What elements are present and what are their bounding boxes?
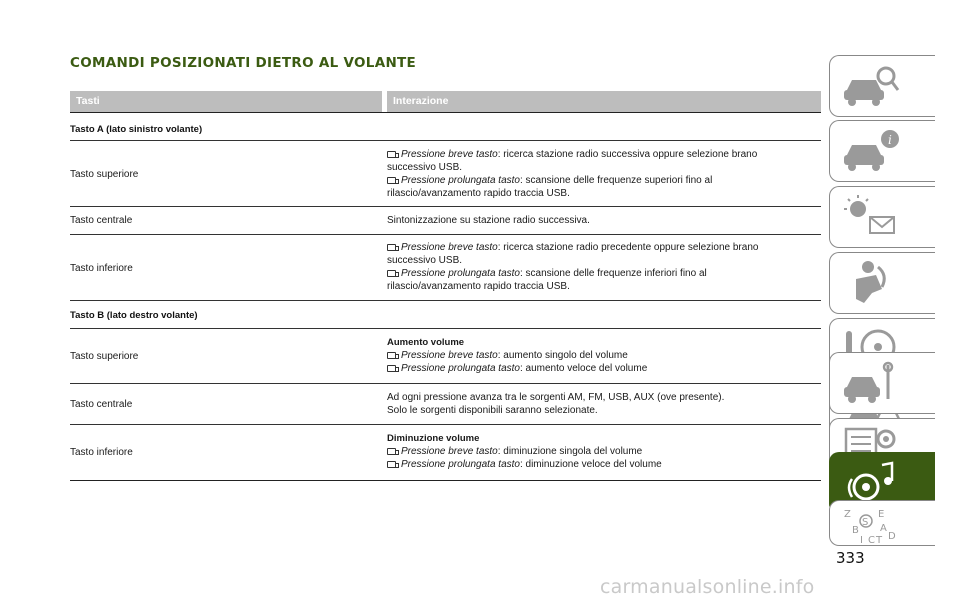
header-interaction: Interazione — [387, 91, 821, 112]
button-press-icon — [387, 365, 396, 372]
b-center-interaction: Ad ogni pressione avanza tra le sorgenti AM, FM, USB, AUX (ove presente). Solo le sorgenti disponibili saranno selezionate. — [387, 392, 725, 416]
svg-text:E: E — [878, 509, 885, 520]
a-upper-label: Tasto superiore — [70, 169, 139, 180]
seat-safety-icon — [842, 259, 902, 307]
divider — [70, 234, 821, 235]
b-upper-interaction: Aumento volume Pressione breve tasto: aumento singolo del volume Pressione prolungata tasto: aumento veloce del volume — [387, 337, 648, 374]
tab-car-info[interactable] — [829, 120, 935, 182]
svg-text:C: C — [868, 535, 875, 546]
a-center-label: Tasto centrale — [70, 215, 133, 226]
svg-text:Z: Z — [844, 509, 851, 520]
button-press-icon — [387, 244, 396, 251]
tab-seat-safety[interactable] — [829, 252, 935, 314]
group-a-heading: Tasto A (lato sinistro volante) — [70, 124, 203, 135]
page-number: 333 — [836, 549, 865, 567]
header-keys: Tasti — [70, 91, 382, 112]
b-lower-label: Tasto inferiore — [70, 447, 133, 458]
b-upper-label: Tasto superiore — [70, 351, 139, 362]
b-center-label: Tasto centrale — [70, 399, 133, 410]
button-press-icon — [387, 270, 396, 277]
svg-text:B: B — [852, 525, 859, 536]
divider — [70, 383, 821, 384]
tab-index[interactable] — [829, 500, 935, 546]
watermark: carmanualsonline.info — [600, 576, 815, 598]
svg-text:D: D — [888, 531, 896, 542]
svg-text:A: A — [880, 523, 887, 534]
divider — [70, 328, 821, 329]
button-press-icon — [387, 352, 396, 359]
divider — [70, 424, 821, 425]
tab-service-visible[interactable] — [829, 352, 935, 414]
button-press-icon — [387, 151, 396, 158]
tab-car-search[interactable] — [829, 55, 935, 117]
section-title: COMANDI POSIZIONATI DIETRO AL VOLANTE — [70, 55, 417, 71]
svg-text:T: T — [876, 535, 883, 546]
divider — [70, 112, 821, 113]
divider — [70, 480, 821, 481]
svg-text:I: I — [860, 535, 863, 546]
warning-lights-icon — [842, 193, 902, 241]
table-header — [70, 91, 821, 112]
car-search-icon — [842, 62, 902, 110]
b-lower-interaction: Diminuzione volume Pressione breve tasto: diminuzione singola del volume Pressione prolungata tasto: diminuzione veloce del volume — [387, 433, 662, 470]
svg-text:S: S — [862, 517, 869, 528]
divider — [70, 300, 821, 301]
a-center-interaction: Sintonizzazione su stazione radio successiva. — [387, 215, 590, 226]
button-press-icon — [387, 461, 396, 468]
divider — [70, 140, 821, 141]
a-lower-interaction: Pressione breve tasto: ricerca stazione radio precedente oppure selezione brano successivo USB. Pressione prolungata tasto: scansione delle frequenze inferiori fino al rilascio/avanzamento rapido traccia USB. — [387, 242, 759, 292]
car-info-icon — [842, 127, 902, 175]
a-upper-interaction: Pressione breve tasto: ricerca stazione radio successiva oppure selezione brano successivo USB. Pressione prolungata tasto: scansione delle frequenze superiori fino al rilascio/avanzamento rapido traccia USB. — [387, 149, 758, 199]
a-lower-label: Tasto inferiore — [70, 263, 133, 274]
svg-text:i: i — [888, 133, 892, 147]
group-b-heading: Tasto B (lato destro volante) — [70, 310, 198, 321]
service-icon — [842, 359, 902, 407]
tab-warning-lights[interactable] — [829, 186, 935, 248]
divider — [70, 206, 821, 207]
button-press-icon — [387, 448, 396, 455]
index-icon — [842, 507, 902, 547]
button-press-icon — [387, 177, 396, 184]
